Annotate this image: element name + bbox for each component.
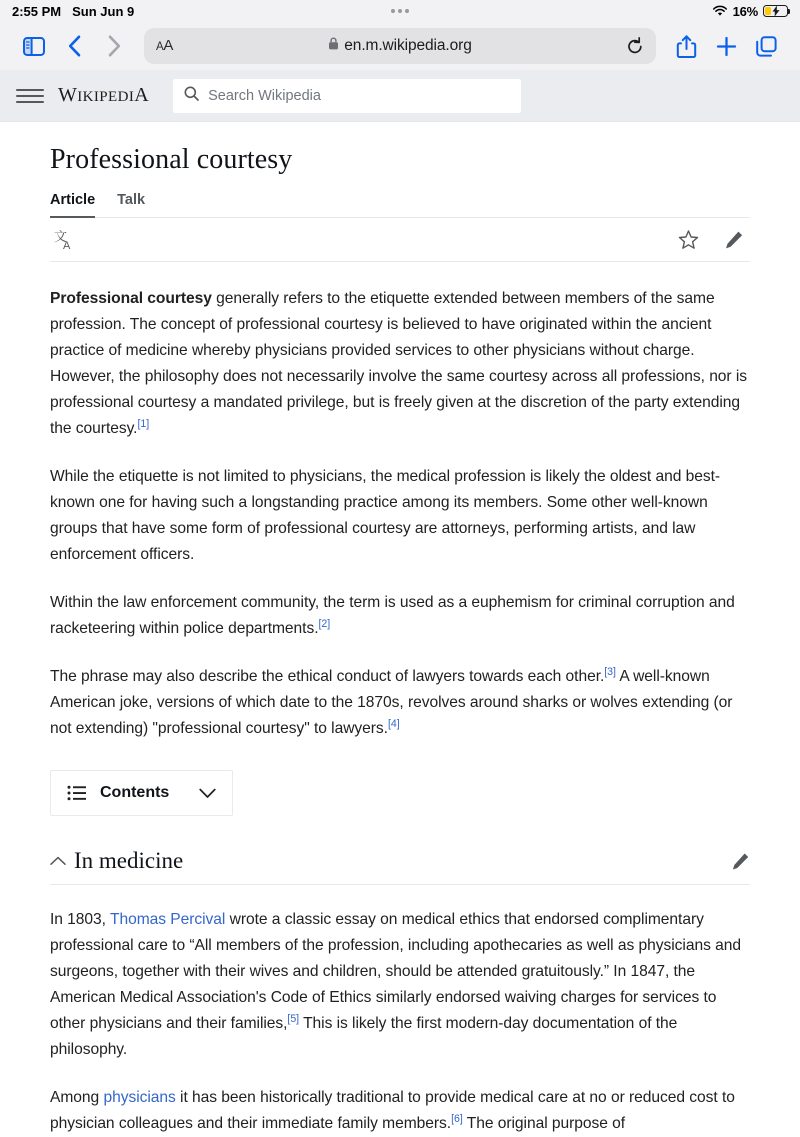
status-time: 2:55 PM: [12, 3, 62, 19]
section-pencil-edit-icon[interactable]: [731, 852, 750, 871]
article-container: [0, 122, 800, 1137]
search-input[interactable]: [208, 88, 510, 104]
section-heading-in-medicine[interactable]: [50, 848, 750, 885]
search-icon: [184, 86, 199, 106]
tabs-overview-button[interactable]: [746, 26, 786, 66]
text-size-small-a: A: [156, 41, 164, 54]
status-bar: [0, 0, 800, 22]
reference-4[interactable]: [4]: [387, 717, 400, 730]
percival-text-2: wrote a classic essay on medical ethics that endorsed complimentary professional care to “All members of the profession, including apothecaries as well as physicians and surgeons, together with their wives and children, should be attended gratuitously.” In 1847, the American Medical Association's Code of Ethics similarly endorsed waiving charges for services to other physicians and their families,: [50, 911, 741, 1032]
paragraph-among-physicians: [50, 1085, 750, 1137]
reference-2[interactable]: [2]: [318, 617, 331, 630]
language-translate-icon[interactable]: [50, 224, 82, 256]
browser-toolbar: [0, 22, 800, 70]
wifi-icon: [712, 5, 728, 17]
paragraph-law-enforcement: [50, 590, 750, 642]
share-button[interactable]: [666, 26, 706, 66]
lead-text: generally refers to the etiquette extended between members of the same profession. The concept of professional courtesy is believed to have originated within the ancient practice of medicine whereby physicians provided services to other physicians without charge. However, the philosophy does not necessarily involve the same courtesy across all professions, nor is professional courtesy a mandated privilege, but is freely given at the discretion of the party extending the courtesy.: [50, 290, 748, 437]
link-physicians[interactable]: physicians: [103, 1089, 176, 1106]
reference-5[interactable]: [5]: [287, 1012, 300, 1025]
address-bar[interactable]: [144, 28, 656, 64]
text-size-large-a: A: [163, 37, 174, 55]
star-outline-icon[interactable]: [672, 224, 704, 256]
svg-text:A: A: [63, 239, 71, 252]
tab-talk[interactable]: Talk: [117, 192, 146, 208]
toc-list-icon: [67, 785, 86, 801]
percival-text-3: This is likely the first modern-day documentation of the philosophy.: [50, 1015, 678, 1058]
reference-6[interactable]: [6]: [451, 1112, 463, 1125]
reference-3[interactable]: [3]: [604, 665, 616, 678]
section-title: In medicine: [74, 848, 184, 873]
reference-1[interactable]: [1]: [137, 417, 150, 430]
search-box[interactable]: [173, 79, 521, 113]
paragraph-law-enforcement-text: Within the law enforcement community, the term is used as a euphemism for criminal corruption and racketeering within police departments.: [50, 594, 735, 637]
percival-text-1: In 1803,: [50, 911, 110, 928]
status-date: Sun Jun 9: [72, 3, 135, 19]
battery-charging-icon: [763, 5, 788, 17]
chevron-up-icon[interactable]: [50, 856, 66, 866]
paragraph-etiquette: [50, 464, 750, 568]
browser-chrome: [0, 0, 800, 70]
forward-button[interactable]: [94, 26, 134, 66]
physicians-text-1: Among: [50, 1089, 104, 1106]
wikipedia-wordmark[interactable]: [58, 84, 149, 107]
physicians-text-2: it has been historically traditional to provide medical care at no or reduced cost to physician colleagues and their immediate family members.: [50, 1089, 735, 1132]
lead-bold-term: Professional courtesy: [50, 290, 212, 307]
pencil-edit-icon[interactable]: [718, 224, 750, 256]
wordmark-w: W: [58, 84, 78, 106]
link-thomas-percival[interactable]: Thomas Percival: [109, 911, 226, 928]
chevron-down-icon: [199, 788, 216, 799]
new-tab-button[interactable]: [706, 26, 746, 66]
wordmark-a: A: [134, 84, 150, 106]
paragraph-lead: [50, 286, 750, 442]
paragraph-lawyers: [50, 664, 750, 742]
wordmark-rest: IKIPEDI: [77, 89, 135, 105]
paragraph-lawyers-text-1: The phrase may also describe the ethical conduct of lawyers towards each other.: [50, 668, 605, 685]
contents-label: Contents: [100, 784, 170, 801]
article-tabs: [50, 192, 750, 218]
reload-button[interactable]: [626, 37, 644, 56]
paragraph-percival: [50, 907, 750, 1063]
tab-article[interactable]: Article: [50, 192, 95, 218]
contents-toggle-button[interactable]: [50, 770, 233, 816]
battery-percent-label: 16%: [732, 3, 758, 19]
url-text: en.m.wikipedia.org: [344, 37, 472, 54]
physicians-text-3: The original purpose of: [462, 1115, 626, 1132]
multitasking-dots-icon[interactable]: [391, 9, 409, 13]
lock-icon: [328, 37, 339, 55]
wikipedia-header: [0, 70, 800, 122]
back-button[interactable]: [54, 26, 94, 66]
sidebar-toggle-icon[interactable]: [14, 26, 54, 66]
svg-text:文: 文: [54, 228, 68, 244]
paragraph-lawyers-text-2: A well-known American joke, versions of which date to the 1870s, revolves around sharks or wolves extending (or not extending) "professional courtesy" to lawyers.: [50, 668, 733, 737]
article-action-row: [50, 218, 750, 262]
page-title: Professional courtesy: [50, 144, 293, 175]
hamburger-menu-icon[interactable]: [16, 82, 44, 110]
paragraph-etiquette-text: While the etiquette is not limited to physicians, the medical profession is likely the oldest and best-known one for having such a longstanding practice among its members. Some other well-known groups that have some form of professional courtesy are attorneys, performing artists, and law enforcement officers.: [50, 468, 721, 563]
text-size-button[interactable]: [156, 38, 173, 54]
